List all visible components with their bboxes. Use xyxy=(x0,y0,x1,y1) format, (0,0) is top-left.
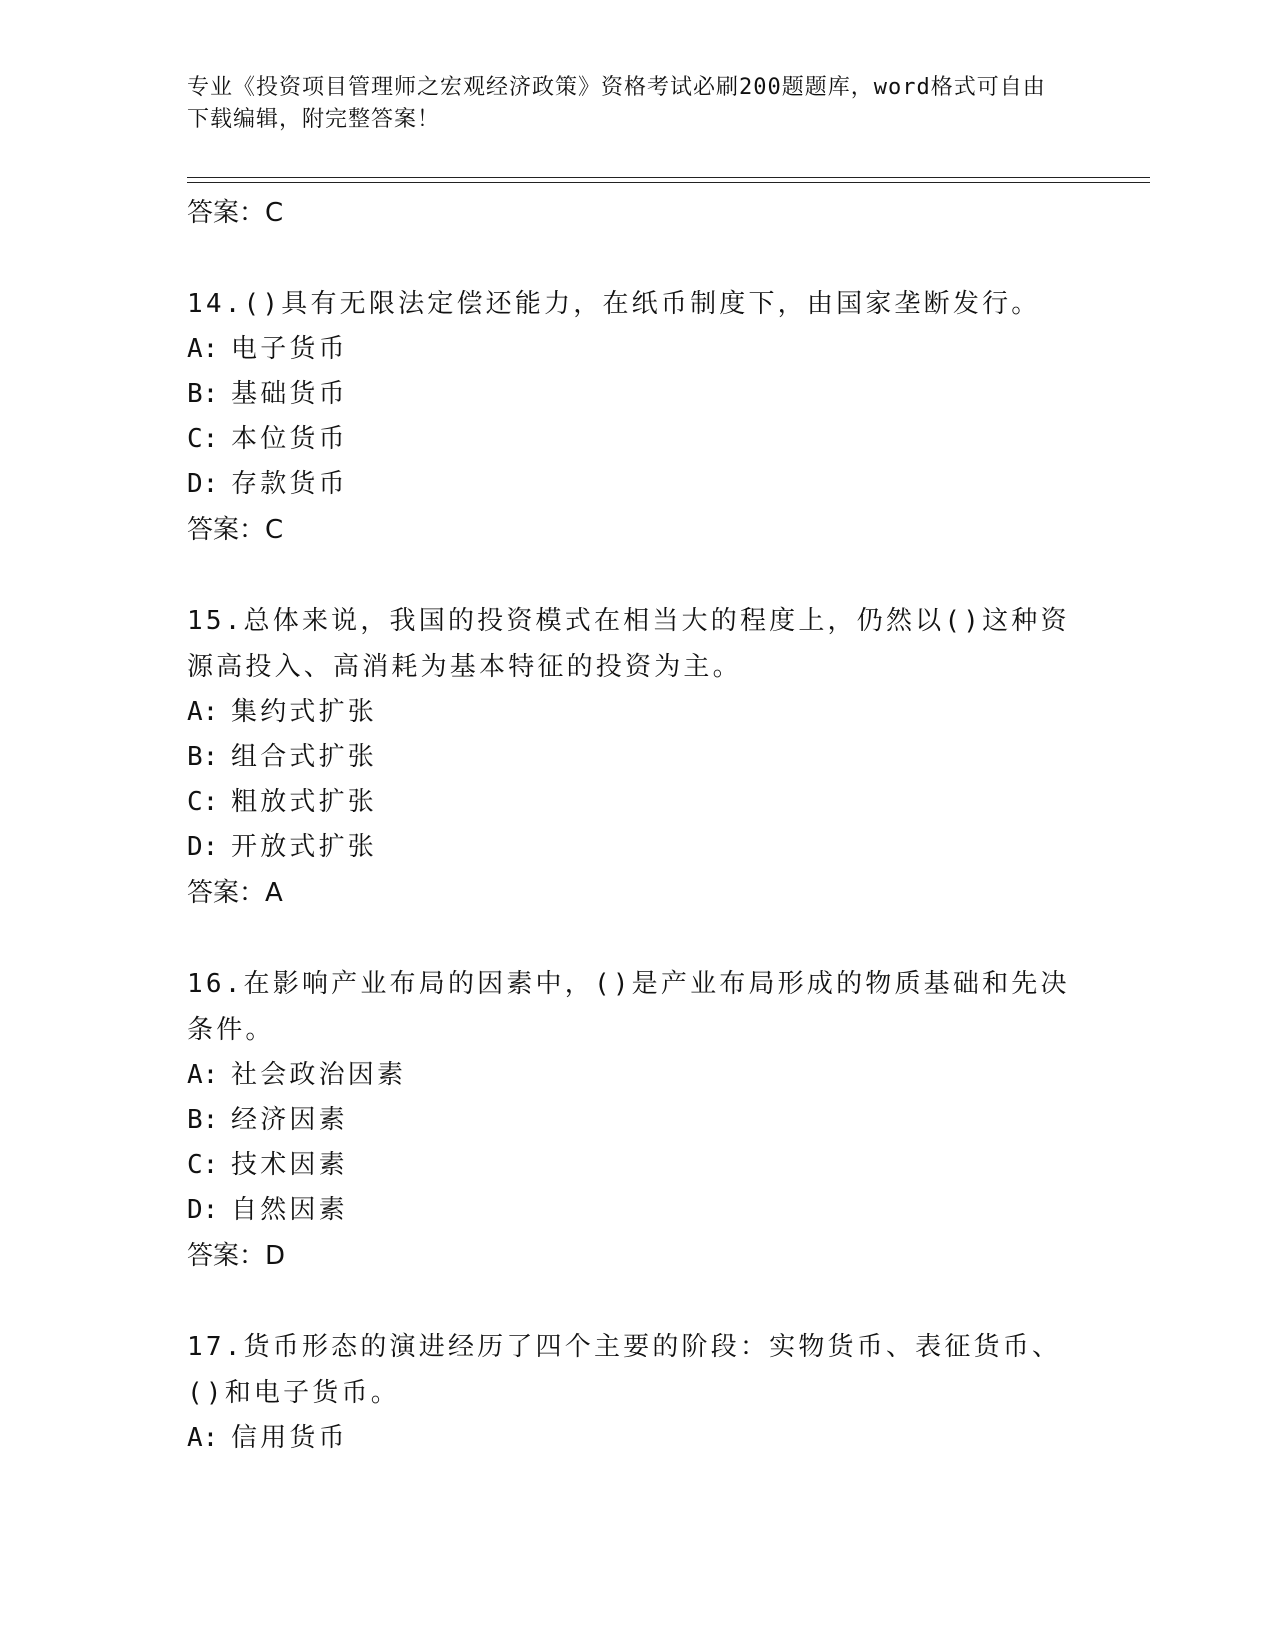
header-rule-top xyxy=(187,177,1150,178)
option-text: 集约式扩张 xyxy=(231,697,378,727)
option-letter: C: xyxy=(187,424,219,454)
option-text: 开放式扩张 xyxy=(231,832,378,862)
option-letter: D: xyxy=(187,832,219,862)
option-a xyxy=(187,1053,1087,1098)
option-letter: C: xyxy=(187,787,219,817)
answer-line: 答案：C xyxy=(187,198,284,228)
option-text: 组合式扩张 xyxy=(231,742,378,772)
option-letter: B: xyxy=(187,379,219,409)
option-text: 技术因素 xyxy=(231,1150,348,1180)
answer-line: 答案：A xyxy=(187,878,283,908)
option-text: 基础货币 xyxy=(231,379,348,409)
answer-line: 答案：C xyxy=(187,515,284,545)
option-text: 存款货币 xyxy=(231,469,348,499)
question-text: 17.货币形态的演进经历了四个主要的阶段：实物货币、表征货币、()和电子货币。 xyxy=(187,1332,1062,1408)
option-b xyxy=(187,372,1087,417)
option-text: 粗放式扩张 xyxy=(231,787,378,817)
option-letter: A: xyxy=(187,1060,219,1090)
answer-line: 答案：D xyxy=(187,1241,286,1271)
option-letter: A: xyxy=(187,1423,219,1453)
option-letter: C: xyxy=(187,1150,219,1180)
question-15 xyxy=(187,598,1087,916)
option-text: 自然因素 xyxy=(231,1195,348,1225)
option-b xyxy=(187,1098,1087,1143)
option-d xyxy=(187,825,1087,870)
option-text: 社会政治因素 xyxy=(231,1060,407,1090)
question-text: 14.()具有无限法定偿还能力，在纸币制度下，由国家垄断发行。 xyxy=(187,289,1041,319)
page-header-text: 专业《投资项目管理师之宏观经济政策》资格考试必刷200题题库，word格式可自由下载编辑，附完整答案！ xyxy=(187,75,1046,132)
option-text: 经济因素 xyxy=(231,1105,348,1135)
option-c xyxy=(187,1143,1087,1188)
question-text: 16.在影响产业布局的因素中，()是产业布局形成的物质基础和先决条件。 xyxy=(187,969,1070,1045)
question-14 xyxy=(187,281,1087,553)
option-letter: B: xyxy=(187,1105,219,1135)
option-a xyxy=(187,327,1087,372)
option-d xyxy=(187,1188,1087,1233)
option-b xyxy=(187,735,1087,780)
option-d xyxy=(187,462,1087,507)
option-c xyxy=(187,417,1087,462)
option-text: 电子货币 xyxy=(231,334,348,364)
option-c xyxy=(187,780,1087,825)
option-text: 本位货币 xyxy=(231,424,348,454)
question-text: 15.总体来说，我国的投资模式在相当大的程度上，仍然以()这种资源高投入、高消耗为基本特征的投资为主。 xyxy=(187,606,1070,682)
option-a xyxy=(187,690,1087,735)
option-a xyxy=(187,1416,1087,1461)
option-letter: D: xyxy=(187,1195,219,1225)
option-letter: A: xyxy=(187,334,219,364)
option-letter: B: xyxy=(187,742,219,772)
option-text: 信用货币 xyxy=(231,1423,348,1453)
question-16 xyxy=(187,961,1087,1279)
header-rule-bottom xyxy=(187,182,1150,183)
option-letter: A: xyxy=(187,697,219,727)
question-list xyxy=(187,187,1087,1461)
option-letter: D: xyxy=(187,469,219,499)
question-17 xyxy=(187,1324,1087,1461)
